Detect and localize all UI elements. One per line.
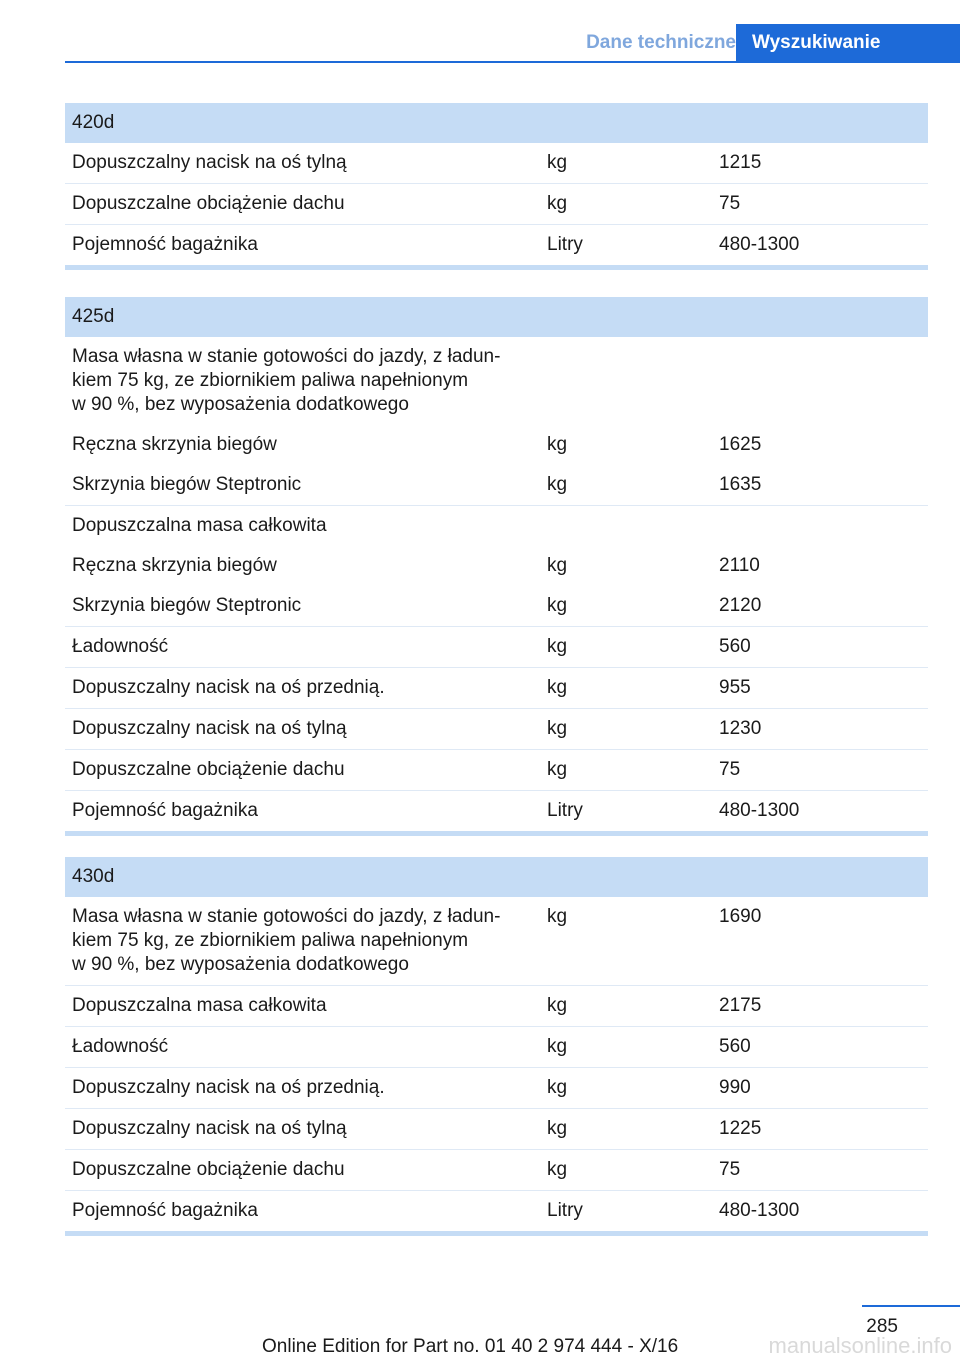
row-value: 2110 xyxy=(719,555,760,576)
table-row xyxy=(65,1026,928,1067)
table-row xyxy=(65,897,928,985)
row-value: 560 xyxy=(719,1036,751,1057)
row-label: Dopuszczalny nacisk na oś tylną xyxy=(72,152,347,173)
spec-table-430d xyxy=(65,857,928,1236)
table-end-bar xyxy=(65,831,928,836)
spec-table-420d xyxy=(65,103,928,270)
row-unit: kg xyxy=(547,906,568,927)
table-row xyxy=(65,224,928,265)
table-title: 430d xyxy=(65,857,928,897)
watermark: manualsonline.info xyxy=(768,1333,952,1358)
row-label: Pojemność bagażnika xyxy=(72,1200,258,1221)
row-unit: kg xyxy=(547,434,568,455)
row-value: 560 xyxy=(719,636,751,657)
row-label: Ładowność xyxy=(72,636,169,657)
row-label: Dopuszczalny nacisk na oś tylną xyxy=(72,1118,347,1139)
table-row xyxy=(65,1067,928,1108)
table-row xyxy=(65,586,928,626)
page-number: 285 xyxy=(866,1316,898,1337)
table-row xyxy=(65,626,928,667)
row-label: Skrzynia biegów Steptronic xyxy=(72,474,302,495)
table-row xyxy=(65,465,928,505)
row-value: 1230 xyxy=(719,718,762,739)
row-label: Dopuszczalne obciążenie dachu xyxy=(72,193,345,214)
table-row xyxy=(65,505,928,546)
footer-divider xyxy=(862,1305,960,1307)
row-value: 1625 xyxy=(719,434,762,455)
row-label: Ręczna skrzynia biegów xyxy=(72,434,277,455)
table-row xyxy=(65,1190,928,1231)
table-row xyxy=(65,749,928,790)
row-label: Dopuszczalny nacisk na oś tylną xyxy=(72,718,347,739)
table-row xyxy=(65,667,928,708)
page-header xyxy=(0,0,960,62)
row-unit xyxy=(540,514,712,538)
tab-dane-techniczne[interactable]: Dane techniczne xyxy=(586,32,736,53)
row-unit: kg xyxy=(547,759,568,780)
row-value: 1690 xyxy=(719,906,762,927)
row-unit: kg xyxy=(547,193,568,214)
row-label: Dopuszczalne obciążenie dachu xyxy=(72,1159,345,1180)
row-unit: kg xyxy=(547,1036,568,1057)
row-unit xyxy=(540,345,712,417)
row-unit: Litry xyxy=(547,800,583,821)
row-unit: kg xyxy=(547,995,568,1016)
row-label: Pojemność bagażnika xyxy=(72,234,258,255)
row-label: Masa własna w stanie gotowości do jazdy, z ładun- kiem 75 kg, ze zbiornikiem paliwa napełnionym w 90 %, bez wyposażenia dodatkowego xyxy=(72,906,501,975)
tab-wyszukiwanie[interactable]: Wyszukiwanie xyxy=(736,24,960,61)
row-label: Dopuszczalna masa całkowita xyxy=(72,995,327,1016)
table-row xyxy=(65,1149,928,1190)
table-row xyxy=(65,425,928,465)
table-row xyxy=(65,708,928,749)
row-unit: Litry xyxy=(547,1200,583,1221)
row-value: 480-1300 xyxy=(719,1200,800,1221)
row-unit: kg xyxy=(547,1118,568,1139)
row-label: Dopuszczalny nacisk na oś przednią. xyxy=(72,1077,385,1098)
row-label: Dopuszczalna masa całkowita xyxy=(72,515,327,536)
row-value: 75 xyxy=(719,759,741,780)
row-value: 2175 xyxy=(719,995,762,1016)
row-unit: kg xyxy=(547,555,568,576)
row-value: 1215 xyxy=(719,152,762,173)
row-unit: kg xyxy=(547,474,568,495)
row-value: 480-1300 xyxy=(719,234,800,255)
row-value xyxy=(712,345,928,417)
row-unit: kg xyxy=(547,677,568,698)
row-unit: kg xyxy=(547,718,568,739)
row-label: Dopuszczalny nacisk na oś przednią. xyxy=(72,677,385,698)
table-title: 420d xyxy=(65,103,928,143)
row-unit: kg xyxy=(547,152,568,173)
row-value: 955 xyxy=(719,677,751,698)
row-label: Dopuszczalne obciążenie dachu xyxy=(72,759,345,780)
row-label: Masa własna w stanie gotowości do jazdy, z ładun- kiem 75 kg, ze zbiornikiem paliwa napełnionym w 90 %, bez wyposażenia dodatkowego xyxy=(72,346,501,415)
row-label: Pojemność bagażnika xyxy=(72,800,258,821)
row-value: 1635 xyxy=(719,474,762,495)
row-value xyxy=(712,514,928,538)
row-unit: kg xyxy=(547,636,568,657)
row-value: 2120 xyxy=(719,595,762,616)
table-row xyxy=(65,1108,928,1149)
table-row xyxy=(65,337,928,425)
spec-table-425d xyxy=(65,297,928,836)
row-value: 75 xyxy=(719,1159,741,1180)
table-title: 425d xyxy=(65,297,928,337)
header-divider xyxy=(65,61,960,63)
row-unit: kg xyxy=(547,595,568,616)
row-value: 1225 xyxy=(719,1118,762,1139)
row-unit: kg xyxy=(547,1159,568,1180)
row-value: 990 xyxy=(719,1077,751,1098)
row-value: 480-1300 xyxy=(719,800,800,821)
row-unit: Litry xyxy=(547,234,583,255)
row-label: Ładowność xyxy=(72,1036,169,1057)
table-row xyxy=(65,183,928,224)
row-unit: kg xyxy=(547,1077,568,1098)
table-end-bar xyxy=(65,1231,928,1236)
table-row xyxy=(65,546,928,586)
row-label: Skrzynia biegów Steptronic xyxy=(72,595,302,616)
row-value: 75 xyxy=(719,193,741,214)
table-end-bar xyxy=(65,265,928,270)
edition-text: Online Edition for Part no. 01 40 2 974 444 - X/16 xyxy=(262,1336,679,1357)
row-label: Ręczna skrzynia biegów xyxy=(72,555,277,576)
table-row xyxy=(65,790,928,831)
table-row xyxy=(65,143,928,183)
table-row xyxy=(65,985,928,1026)
